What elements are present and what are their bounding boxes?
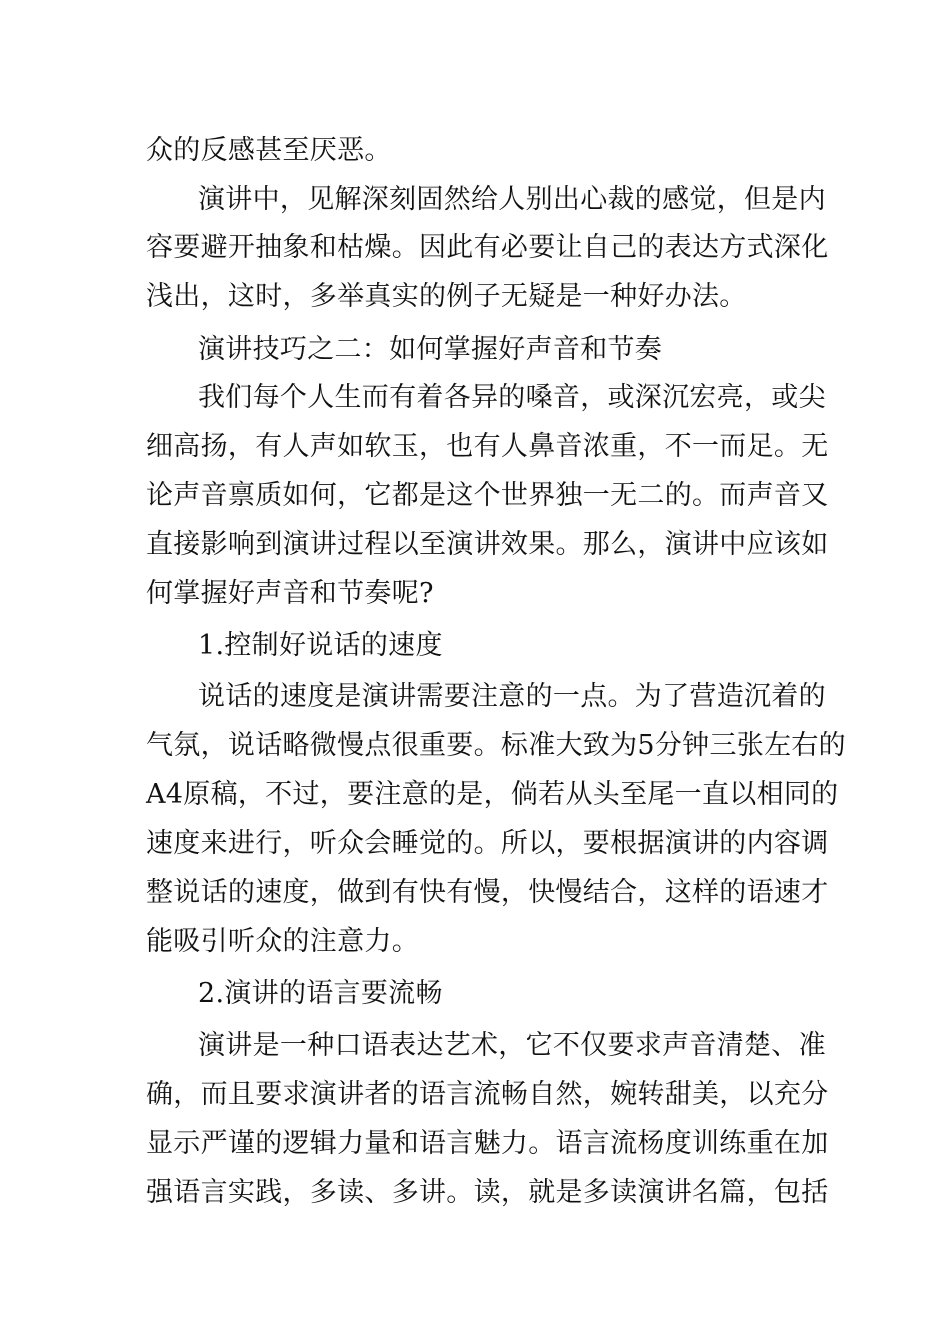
text-line-15: 速度来进行，听众会睡觉的。所以，要根据演讲的内容调 <box>146 828 829 859</box>
text-line-1: 众的反感甚至厌恶。 <box>146 135 392 166</box>
subheading-fluency: 2.演讲的语言要流畅 <box>198 978 443 1009</box>
text-line-4: 浅出，这时，多举真实的例子无疑是一种好办法。 <box>146 281 747 312</box>
text-line-17: 能吸引听众的注意力。 <box>146 926 419 957</box>
text-line-20: 确，而且要求演讲者的语言流畅自然，婉转甜美，以充分 <box>146 1079 829 1110</box>
text-line-13: 气氛，说话略微慢点很重要。标准大致为5分钟三张左右的 <box>146 730 846 761</box>
text-line-6: 我们每个人生而有着各异的嗓音，或深沉宏亮，或尖 <box>198 382 826 413</box>
text-line-21: 显示严谨的逻辑力量和语言魅力。语言流杨度训练重在加 <box>146 1128 829 1159</box>
subheading-speed: 1.控制好说话的速度 <box>198 630 443 661</box>
text-line-14: A4原稿，不过，要注意的是，倘若从头至尾一直以相同的 <box>146 779 839 810</box>
text-line-19: 演讲是一种口语表达艺术，它不仅要求声音清楚、准 <box>198 1030 826 1061</box>
text-line-8: 论声音禀质如何，它都是这个世界独一无二的。而声音又 <box>146 480 829 511</box>
text-line-16: 整说话的速度，做到有快有慢，快慢结合，这样的语速才 <box>146 877 829 908</box>
text-line-7: 细高扬，有人声如软玉，也有人鼻音浓重，不一而足。无 <box>146 431 829 462</box>
text-line-22: 强语言实践，多读、多讲。读，就是多读演讲名篇，包括 <box>146 1177 829 1208</box>
text-line-2: 演讲中，见解深刻固然给人别出心裁的感觉，但是内 <box>198 184 826 215</box>
text-line-10: 何掌握好声音和节奏呢? <box>146 578 434 609</box>
text-line-9: 直接影响到演讲过程以至演讲效果。那么，演讲中应该如 <box>146 529 829 560</box>
text-line-12: 说话的速度是演讲需要注意的一点。为了营造沉着的 <box>198 681 826 712</box>
section-heading-voice-rhythm: 演讲技巧之二：如何掌握好声音和节奏 <box>198 334 663 365</box>
text-line-3: 容要避开抽象和枯燥。因此有必要让自己的表达方式深化 <box>146 232 829 263</box>
